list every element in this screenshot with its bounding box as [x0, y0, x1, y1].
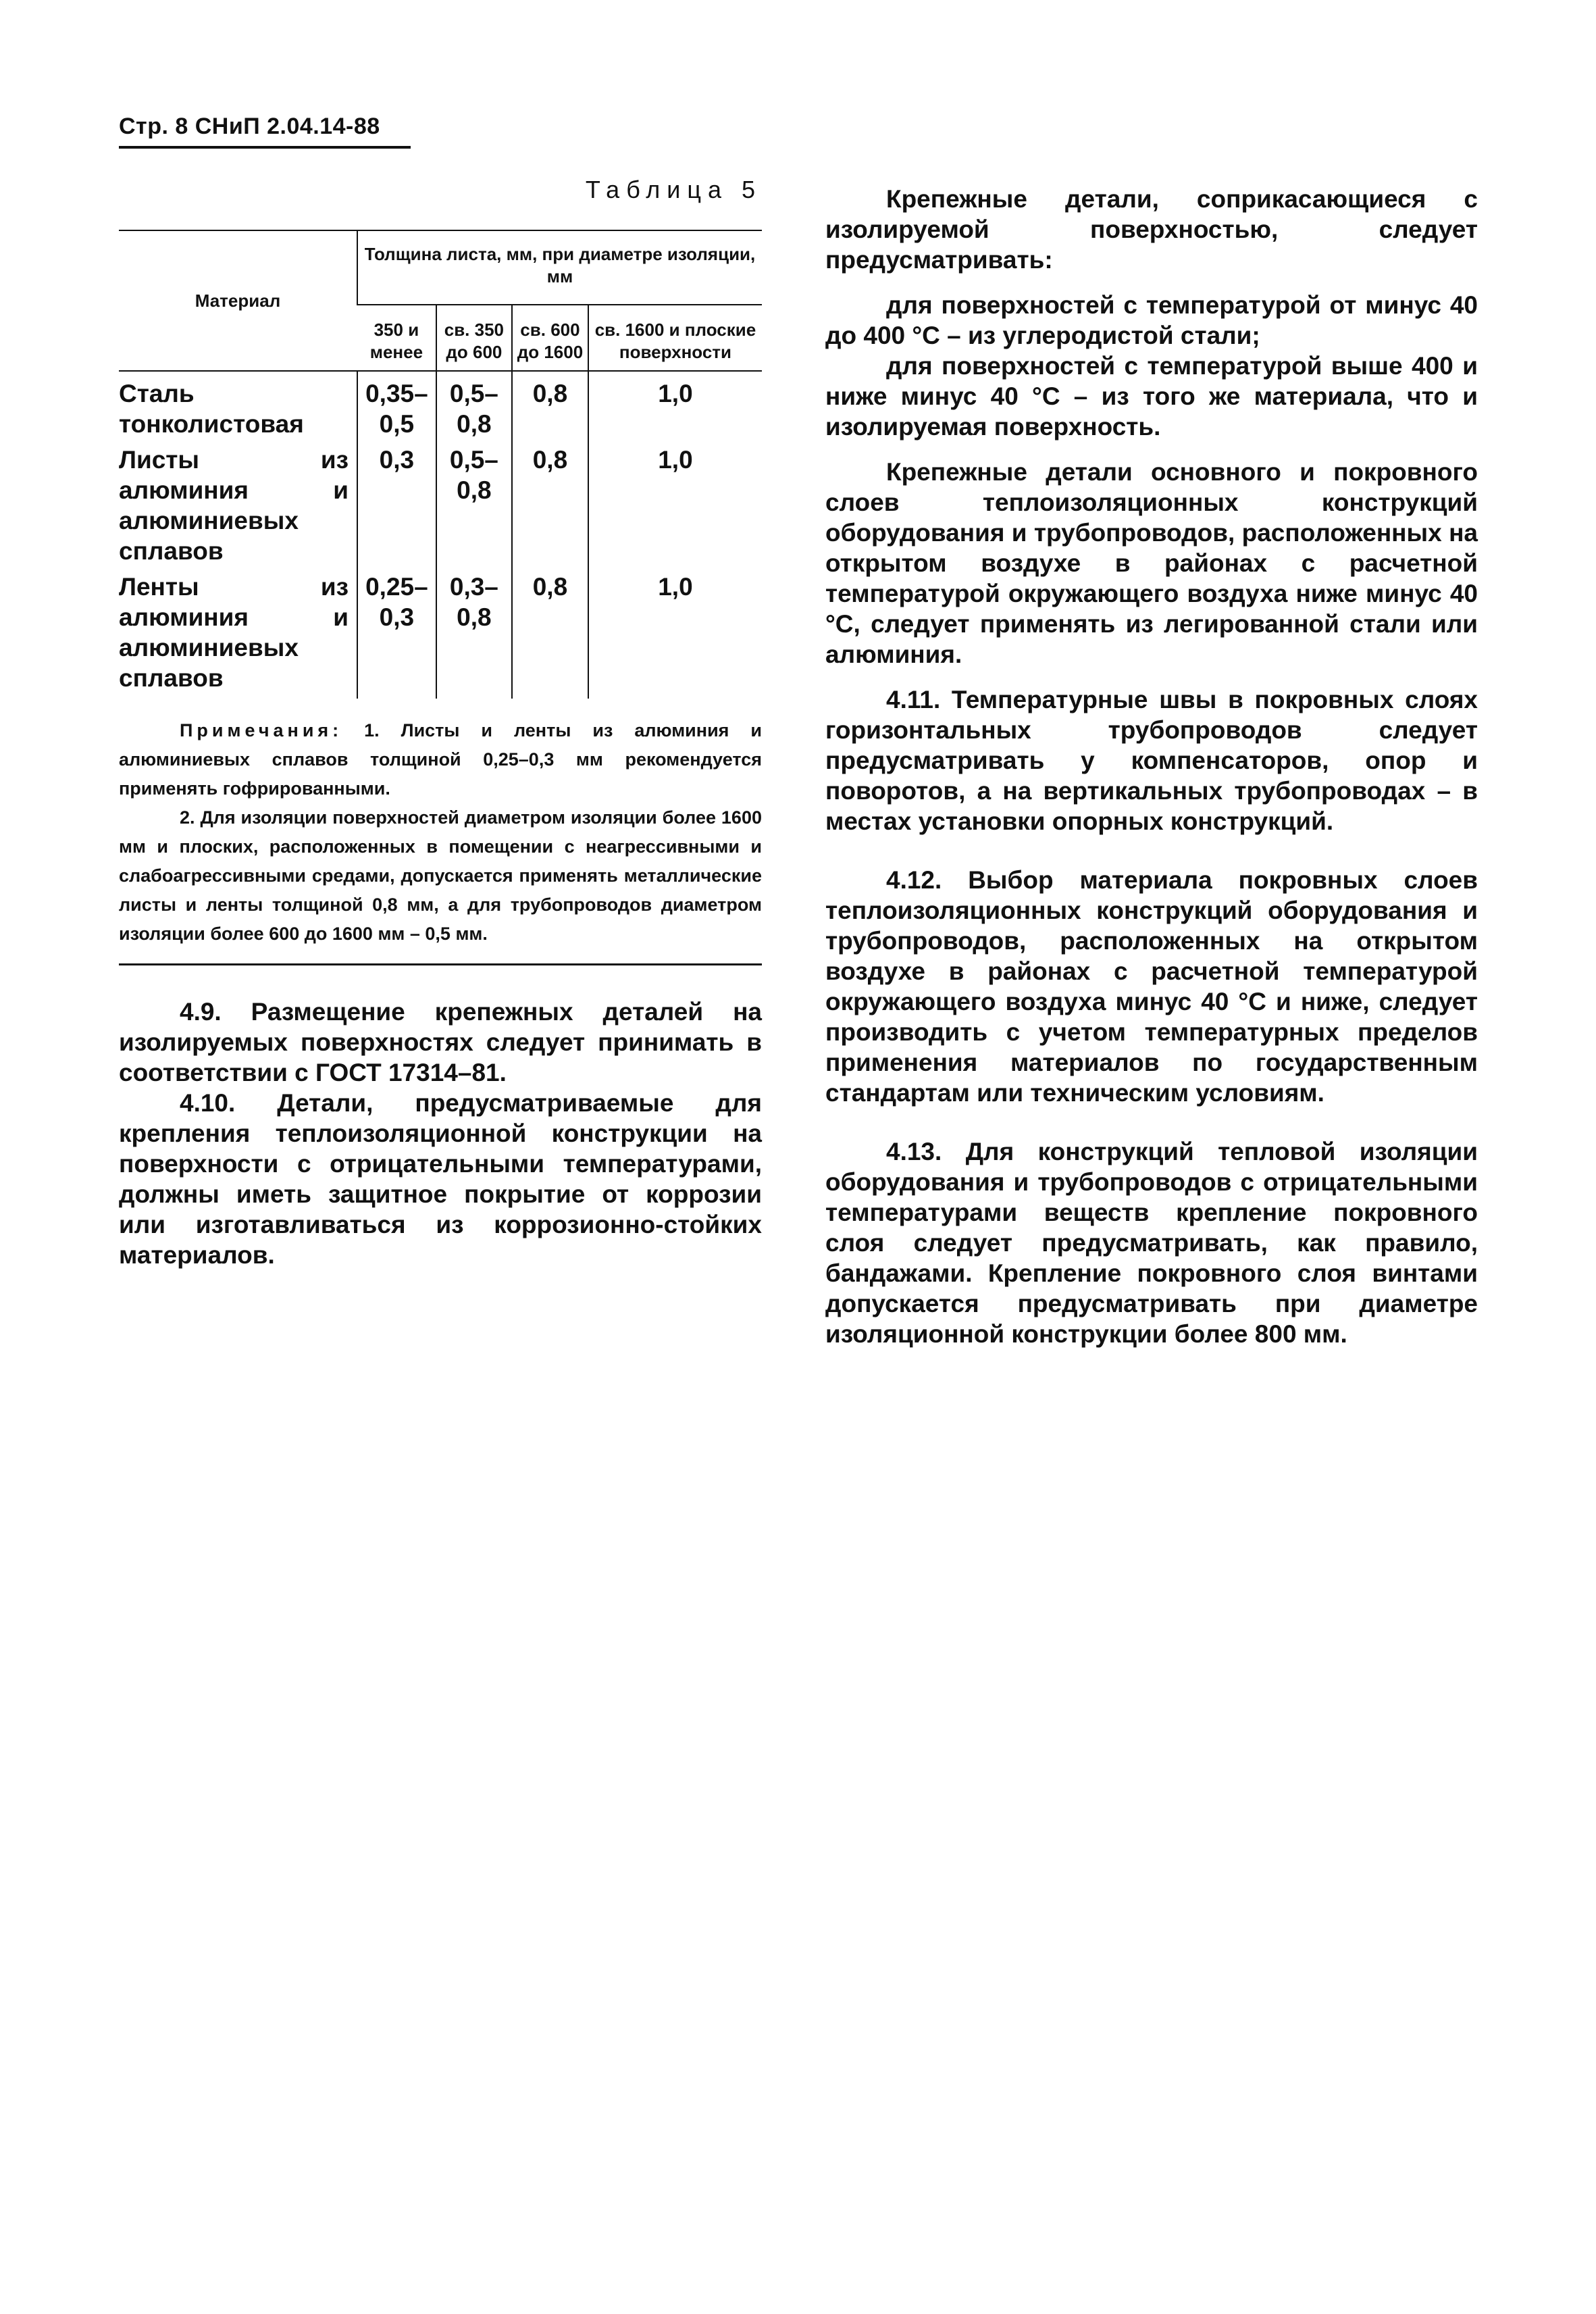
- paragraph-fasteners-intro: Крепежные детали, соприкасающиеся с изолируемой поверхностью, следует предусматривать:: [825, 185, 1478, 274]
- row-material: Листы из алюминия и алюминиевых сплавов: [119, 446, 349, 565]
- page-header: Стр. 8 СНиП 2.04.14-88: [119, 114, 380, 139]
- paragraph-fasteners-carbon: для поверхностей с температурой от минус 40 до 400 °С – из углеродистой стали;: [825, 291, 1478, 349]
- header-thickness-group: Толщина листа, мм, при диаметре изоляции, мм: [357, 230, 762, 305]
- paragraph-4-10: 4.10. Детали, предусматриваемые для крепления теплоизоляционной конструкции на поверхности с отрицательными температурами, должны иметь защитное покрытие от коррозии или изготавливаться из коррозионно-стойких материалов.: [119, 1089, 762, 1269]
- thickness-table: [119, 230, 762, 699]
- row-value: 0,8: [512, 572, 588, 699]
- table-notes: [119, 716, 762, 949]
- note-2: 2. Для изоляции поверхностей диаметром изоляции более 1600 мм и плоских, расположенных в помещении с неагрессивными и слабоагрессивными средами, допускается применять металлические листы и ленты толщиной 0,8 мм, а для трубопроводов диаметром изоляции более 600 до 1600 мм – 0,5 мм.: [119, 807, 762, 944]
- table-caption: Таблица 5: [585, 176, 762, 203]
- row-value: 0,35–0,5: [357, 371, 436, 445]
- header-col-2: св. 350 до 600: [436, 305, 512, 371]
- row-value: 1,0: [588, 445, 762, 572]
- paragraph-fasteners-same-material: для поверхностей с температурой выше 400 и ниже минус 40 °С – из того же материала, что и изолируемая поверхность.: [825, 352, 1478, 441]
- row-value: 0,25–0,3: [357, 572, 436, 699]
- header-rule: [119, 146, 411, 149]
- table-row: [119, 572, 762, 699]
- row-value: 0,3–0,8: [436, 572, 512, 699]
- header-col-4: св. 1600 и плоские поверхности: [588, 305, 762, 371]
- row-value: 0,3: [357, 445, 436, 572]
- row-material: Сталь тонколистовая: [119, 380, 304, 438]
- header-col-1: 350 и менее: [357, 305, 436, 371]
- row-value: 0,8: [512, 445, 588, 572]
- table-row: [119, 371, 762, 445]
- row-value: 0,8: [512, 371, 588, 445]
- paragraph-4-9: 4.9. Размещение крепежных деталей на изолируемых поверхностях следует принимать в соответствии с ГОСТ 17314–81.: [119, 998, 762, 1086]
- right-column: [825, 184, 1478, 1364]
- notes-title: Примечания:: [180, 720, 343, 740]
- header-material: Материал: [119, 230, 357, 371]
- left-paragraphs: [119, 997, 762, 1270]
- row-value: 1,0: [588, 371, 762, 445]
- left-column: [119, 176, 762, 1270]
- paragraph-4-12: 4.12. Выбор материала покровных слоев теплоизоляционных конструкций оборудования и трубопроводов, расположенных на открытом воздухе в районах с расчетной температурой окружающего воздуха минус 40 °С и ниже, следует производить с учетом температурных пределов применения материалов по государственным стандартам или техническим условиям.: [825, 866, 1478, 1107]
- row-value: 0,5–0,8: [436, 371, 512, 445]
- notes-rule: [119, 963, 762, 965]
- note-1: 1. Листы и ленты из алюминия и алюминиевых сплавов толщиной 0,25–0,3 мм рекомендуется применять гофрированными.: [119, 720, 762, 799]
- table-row: [119, 445, 762, 572]
- row-value: 0,5–0,8: [436, 445, 512, 572]
- row-value: 1,0: [588, 572, 762, 699]
- paragraph-4-13: 4.13. Для конструкций тепловой изоляции оборудования и трубопроводов с отрицательными температурами веществ крепление покровного слоя следует предусматривать, как правило, бандажами. Крепление покровного слоя винтами допускается предусматривать при диаметре изоляционной конструкции более 800 мм.: [825, 1138, 1478, 1348]
- paragraph-fasteners-outdoor: Крепежные детали основного и покровного слоев теплоизоляционных конструкций оборудования и трубопроводов, расположенных на открытом воздухе в районах с расчетной температурой окружающего воздуха ниже минус 40 °С, следует применять из легированной стали или алюминия.: [825, 458, 1478, 668]
- paragraph-4-11: 4.11. Температурные швы в покровных слоях горизонтальных трубопроводов следует предусматривать у компенсаторов, опор и поворотов, а на вертикальных трубопроводах – в местах установки опорных конструкций.: [825, 686, 1478, 835]
- row-material: Ленты из алюминия и алюминиевых сплавов: [119, 573, 349, 692]
- header-col-3: св. 600 до 1600: [512, 305, 588, 371]
